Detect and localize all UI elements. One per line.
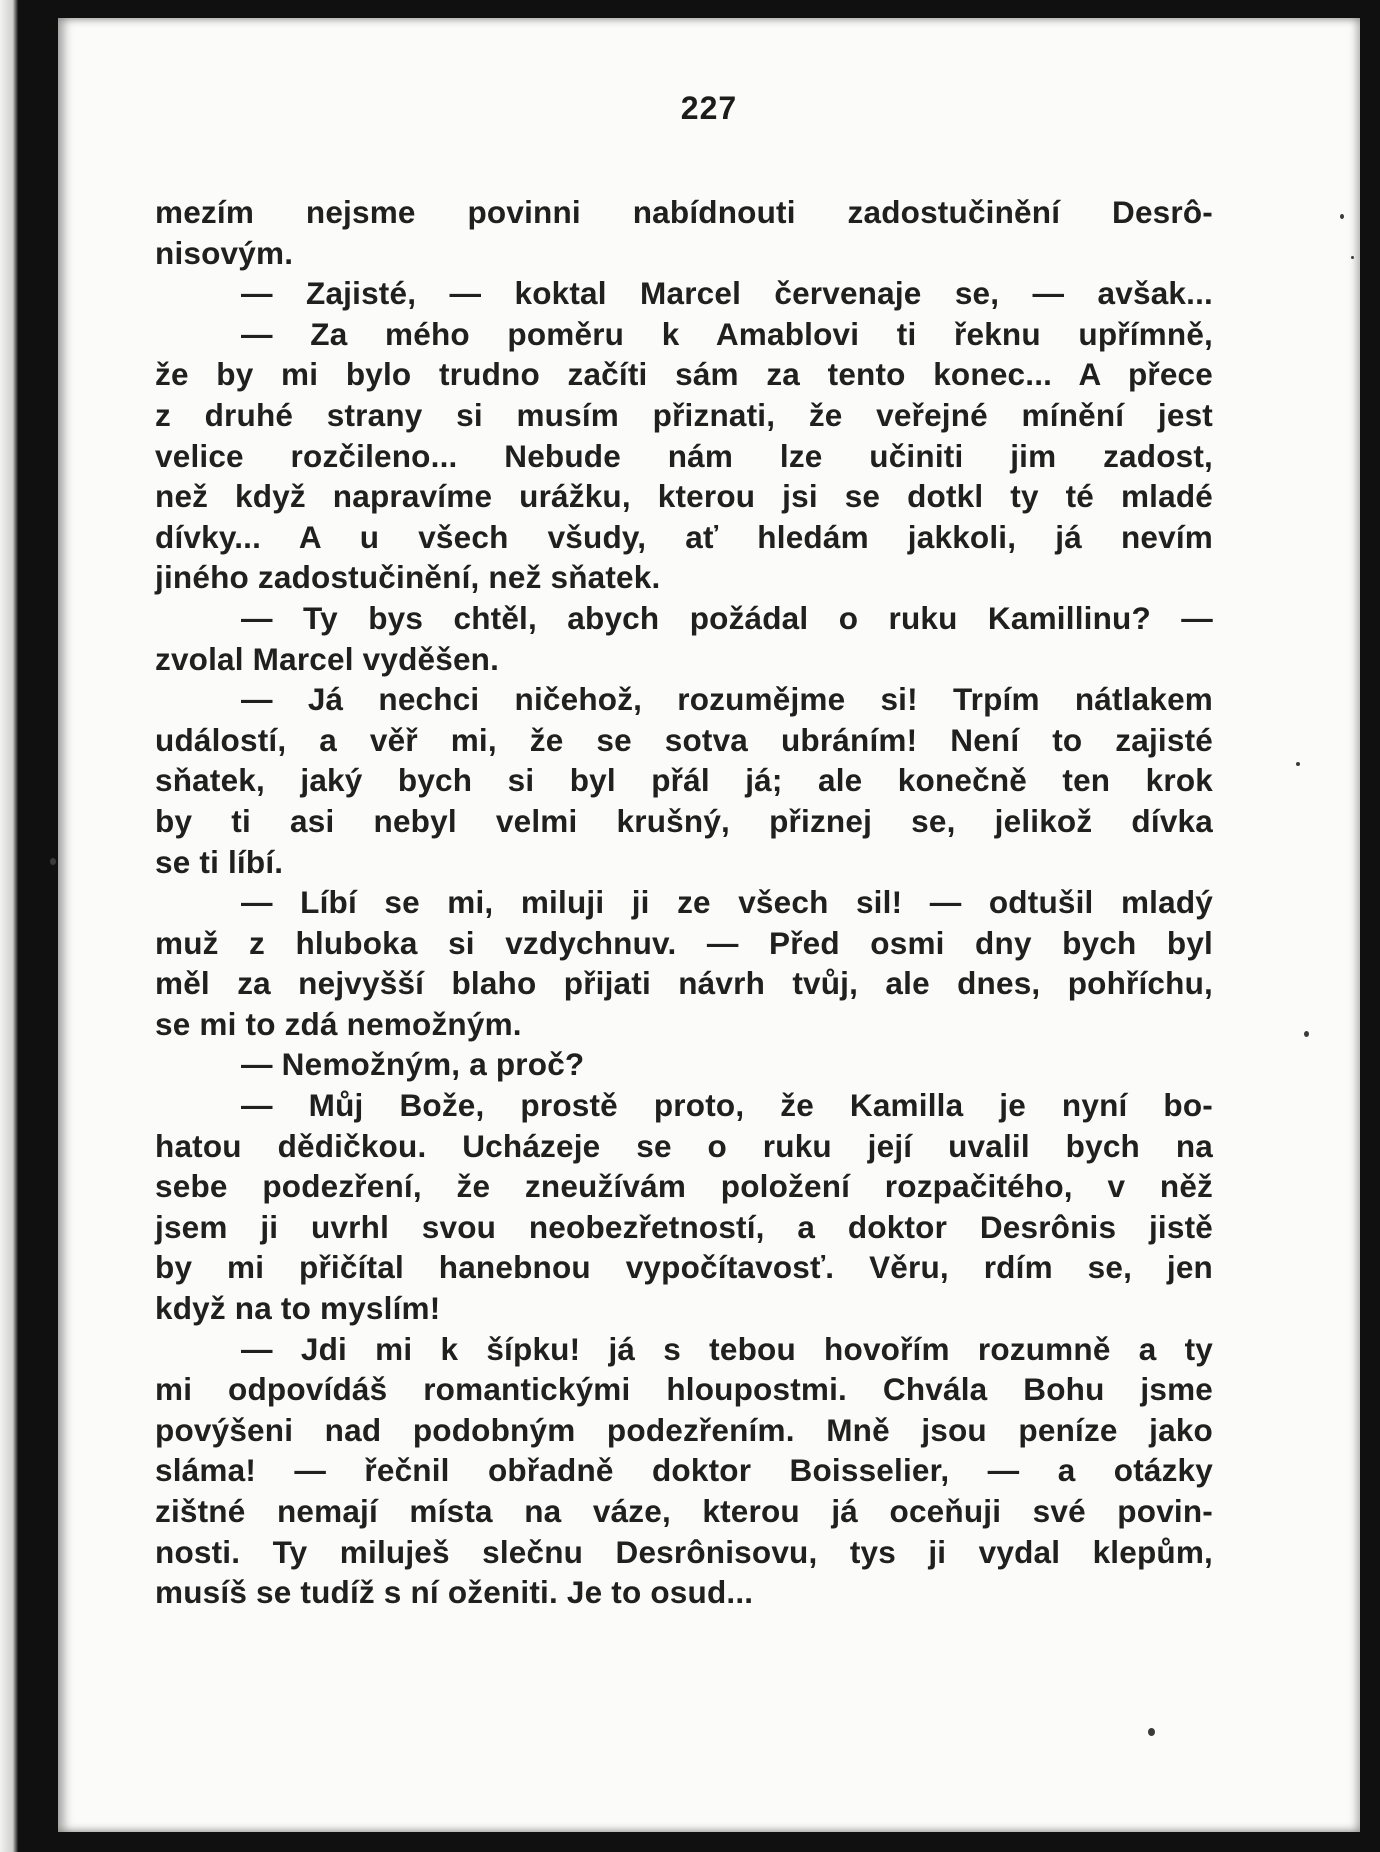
speck: [1148, 1728, 1155, 1736]
body-text: [155, 192, 1213, 1613]
text-line: než když napravíme urážku, kterou jsi se dotkl ty té mladé: [155, 478, 1213, 515]
book-page: [58, 18, 1360, 1832]
text-line: nosti. Ty miluješ slečnu Desrônisovu, tys ji vydal klepům,: [155, 1533, 1213, 1570]
text-line: — Můj Bože, prostě proto, že Kamilla je nyní bo-: [241, 1087, 1213, 1124]
text-line: měl za nejvyšší blaho přijati návrh tvůj, ale dnes, pohříchu,: [155, 965, 1213, 1002]
text-line: když na to myslím!: [155, 1290, 441, 1327]
speck: [50, 858, 56, 865]
text-line: — Ty bys chtěl, abych požádal o ruku Kamillinu? —: [241, 599, 1213, 636]
text-line: by mi přičítal hanebnou vypočítavosť. Věru, rdím se, jen: [155, 1249, 1213, 1286]
text-line: sláma! — řečnil obřadně doktor Boisselier, — a otázky: [155, 1452, 1213, 1489]
text-line: — Já nechci ničehož, rozumějme si! Trpím nátlakem: [241, 681, 1213, 718]
speck: [1296, 762, 1300, 766]
text-line: by ti asi nebyl velmi krušný, přiznej se, jelikož dívka: [155, 802, 1213, 839]
text-line: muž z hluboka si vzdychnuv. — Před osmi dny bych byl: [155, 924, 1213, 961]
text-line: se mi to zdá nemožným.: [155, 1005, 522, 1042]
text-line: — Jdi mi k šípku! já s tebou hovořím rozumně a ty: [241, 1330, 1213, 1367]
text-line: dívky... A u všech všudy, ať hledám jakkoli, já nevím: [155, 518, 1213, 555]
text-line: událostí, a věř mi, že se sotva ubráním! Není to zajisté: [155, 721, 1213, 758]
text-line: velice rozčileno... Nebude nám lze učiniti jim zadost,: [155, 437, 1213, 474]
text-line: hatou dědičkou. Ucházeje se o ruku její uvalil bych na: [155, 1127, 1213, 1164]
text-line: mezím nejsme povinni nabídnouti zadostučinění Desrô-: [155, 194, 1213, 230]
speck: [1340, 214, 1344, 219]
text-line: že by mi bylo trudno začíti sám za tento konec... A přece: [155, 356, 1213, 393]
text-line: musíš se tudíž s ní oženiti. Je to osud...: [155, 1574, 754, 1611]
page-edge: [0, 0, 18, 1852]
text-line: jsem ji uvrhl svou neobezřetností, a doktor Desrônis jistě: [155, 1208, 1213, 1245]
text-line: — Nemožným, a proč?: [241, 1046, 585, 1083]
speck: [1351, 256, 1354, 259]
text-line: — Za mého poměru k Amablovi ti řeknu upřímně,: [241, 315, 1213, 352]
text-line: povýšeni nad podobným podezřením. Mně jsou peníze jako: [155, 1411, 1213, 1448]
text-line: nisovým.: [155, 234, 294, 271]
speck: [1304, 1031, 1309, 1037]
text-line: jiného zadostučinění, než sňatek.: [155, 559, 661, 596]
page-number: 227: [680, 90, 738, 126]
text-line: zištné nemají místa na váze, kterou já oceňuji své povin-: [155, 1493, 1213, 1529]
text-line: mi odpovídáš romantickými hloupostmi. Chvála Bohu jsme: [155, 1371, 1213, 1408]
text-line: se ti líbí.: [155, 843, 284, 880]
text-line: — Zajisté, — koktal Marcel červenaje se, — avšak...: [241, 275, 1213, 312]
text-line: sňatek, jaký bych si byl přál já; ale konečně ten krok: [155, 762, 1213, 799]
text-line: z druhé strany si musím přiznati, že veřejné mínění jest: [155, 396, 1213, 433]
text-line: — Líbí se mi, miluji ji ze všech sil! — odtušil mladý: [241, 884, 1213, 921]
text-line: zvolal Marcel vyděšen.: [155, 640, 500, 677]
text-line: sebe podezření, že zneužívám položení rozpačitého, v něž: [155, 1168, 1213, 1205]
